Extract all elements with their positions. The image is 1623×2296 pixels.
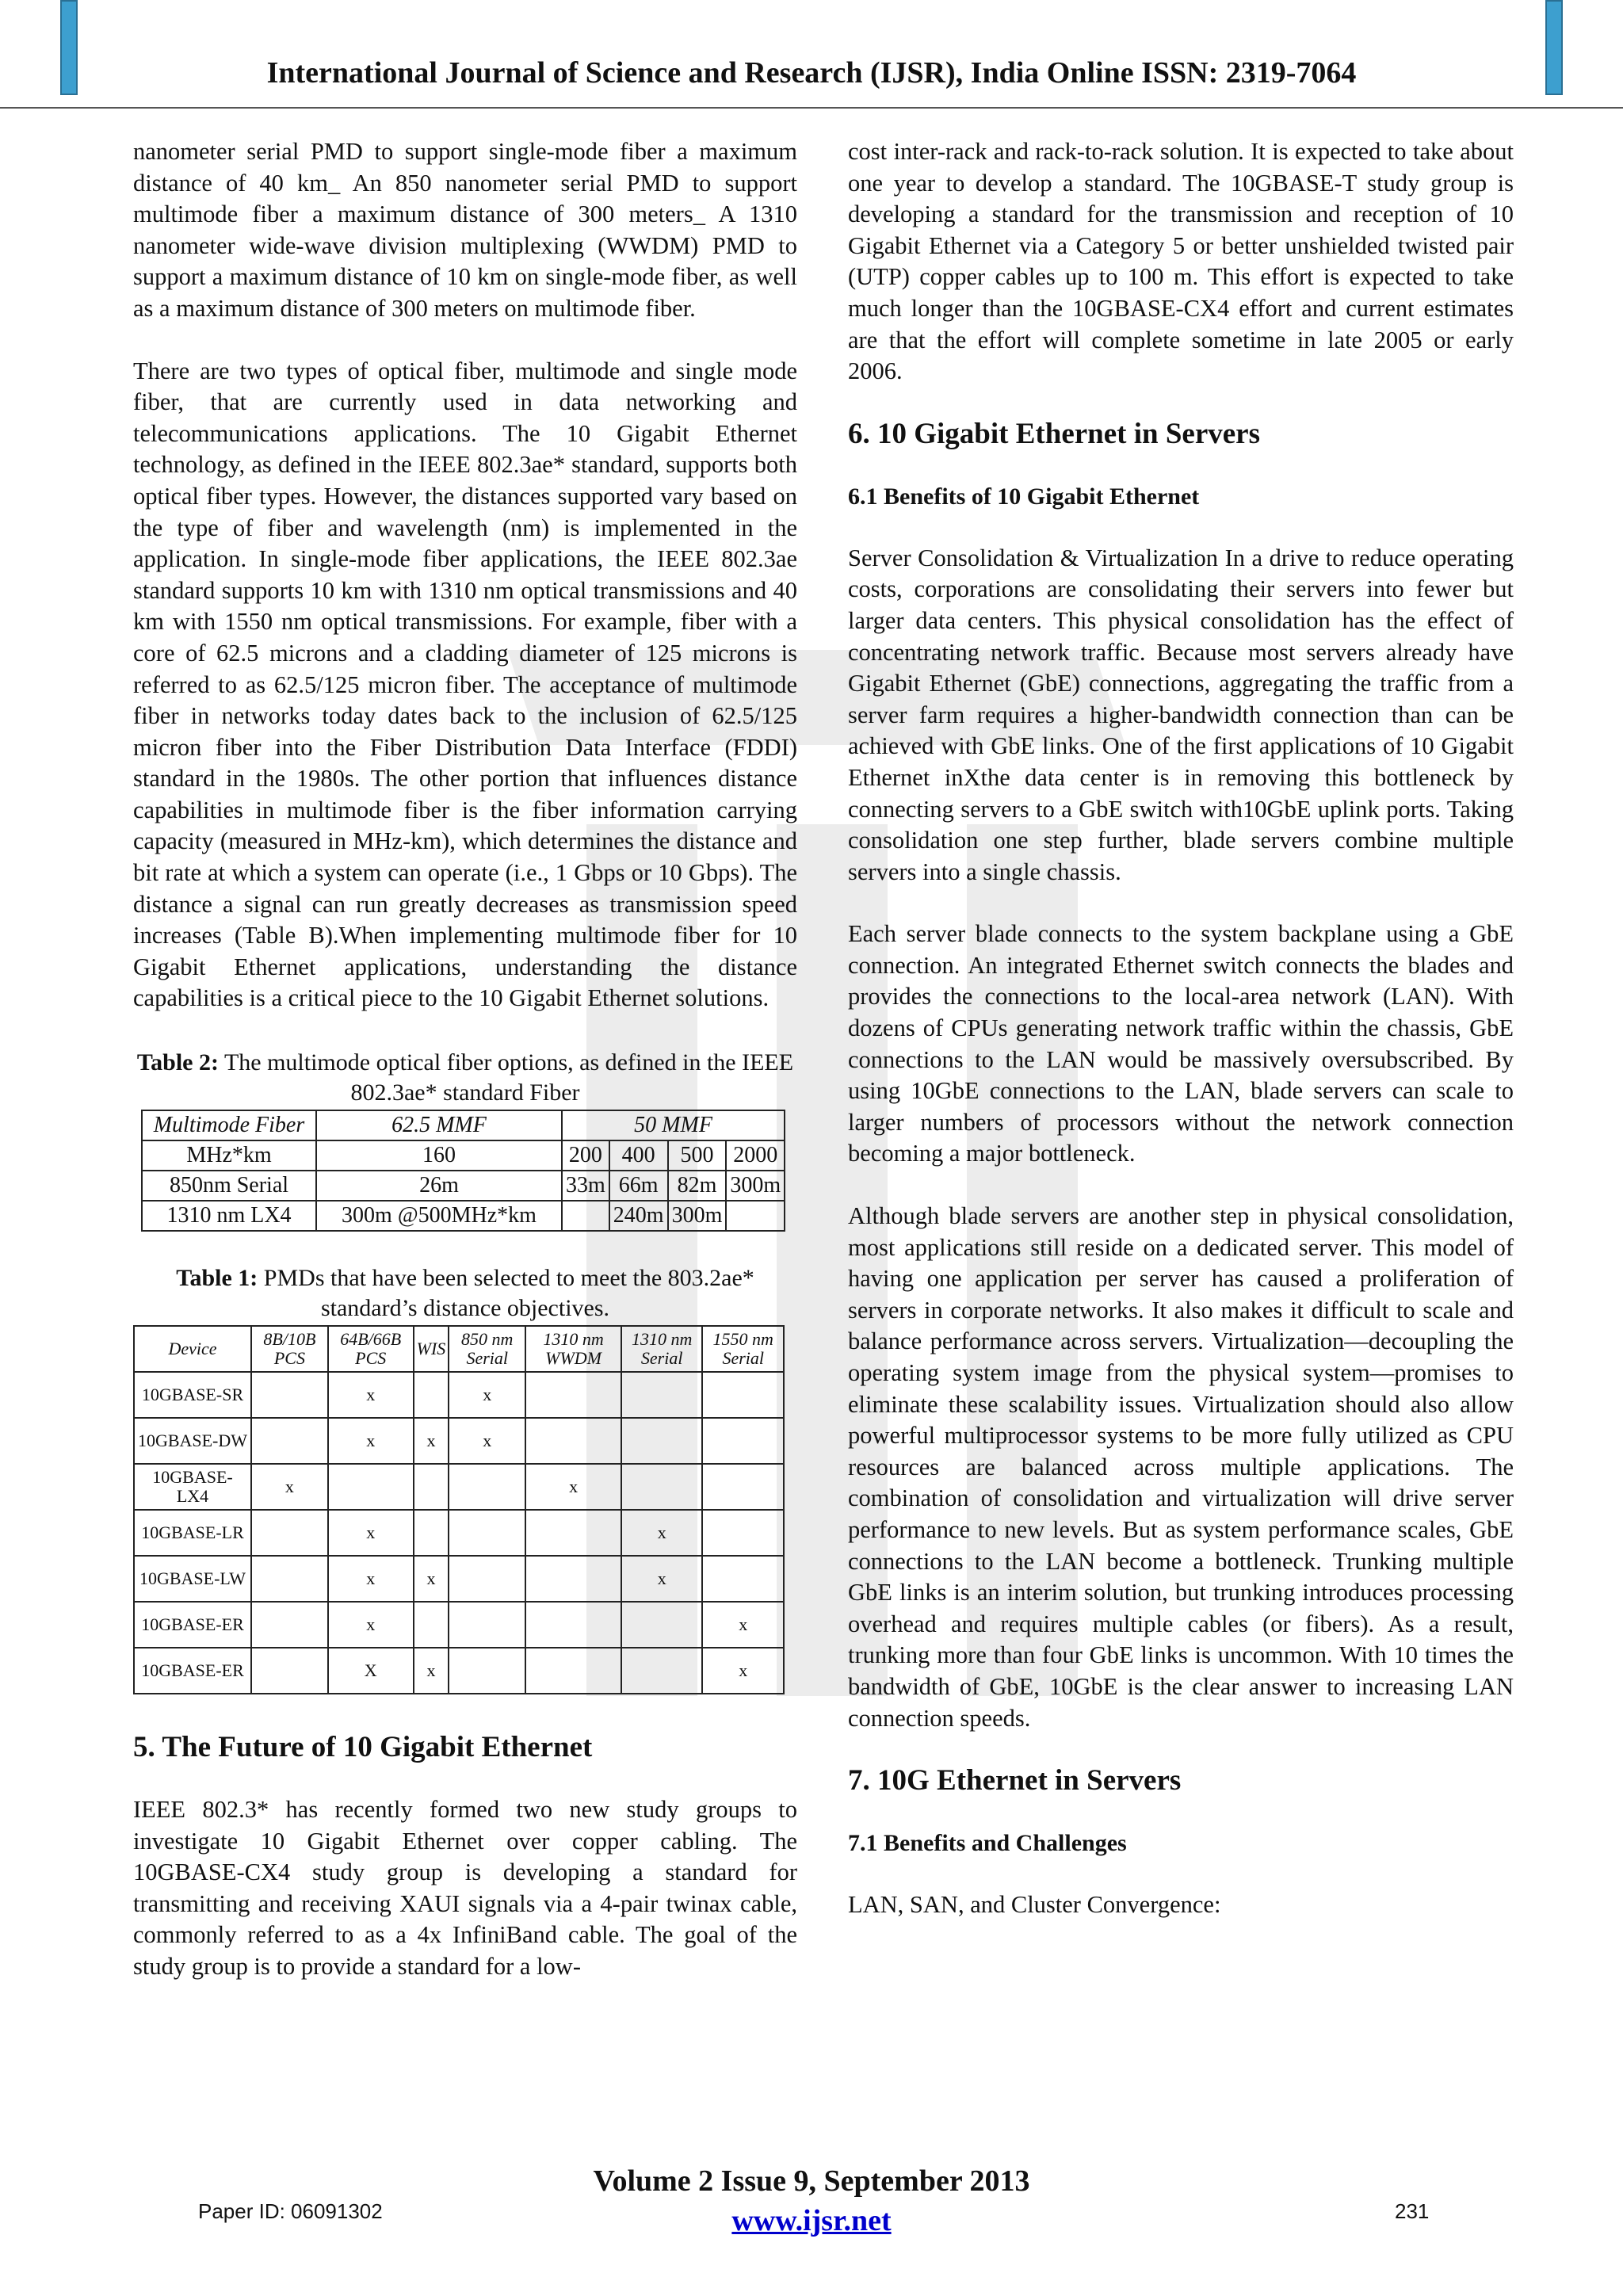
paper-id: Paper ID: 06091302 — [198, 2199, 383, 2223]
table1-header-cell: 1310 nm Serial — [621, 1326, 702, 1372]
section-7-heading: 7. 10G Ethernet in Servers — [848, 1764, 1182, 1797]
table1-cell — [621, 1372, 702, 1418]
table1-header-cell: 1310 nm WWDM — [525, 1326, 621, 1372]
table2-header-cell: 62.5 MMF — [316, 1110, 562, 1140]
table1-cell: 10GBASE-LX4 — [134, 1464, 251, 1510]
table1-cell: x — [328, 1510, 414, 1556]
table1-caption-text: PMDs that have been selected to meet the 803.2ae* standard’s distance objectives. — [258, 1265, 754, 1322]
left-paragraph-1: nanometer serial PMD to support single-mode fiber a maximum distance of 40 km_ An 850 nanometer serial PMD to support multimode fiber a maximum distance of 300 meters_ A 1310 nanometer wide-wave division multiplexing (WWDM) PMD to support a maximum distance of 10 km on single-mode fiber, as well as a maximum distance of 300 meters on multimode fiber. — [133, 138, 797, 322]
table2-cell: 66m — [609, 1171, 668, 1201]
table2-caption-text: The multimode optical fiber options, as defined in the IEEE 802.3ae* standard Fiber — [218, 1049, 794, 1106]
table1-cell — [525, 1372, 621, 1418]
table2-cell: 400 — [609, 1140, 668, 1171]
table1-row — [134, 1602, 784, 1648]
table1-cell — [621, 1418, 702, 1464]
table1-cell — [525, 1648, 621, 1694]
table1-cell — [702, 1464, 784, 1510]
table2-multimode-fiber — [141, 1110, 785, 1232]
footer-volume: Volume 2 Issue 9, September 2013 — [593, 2164, 1030, 2198]
table1-cell — [251, 1602, 328, 1648]
table2-caption-label: Table 2: — [136, 1049, 219, 1076]
section-7-1-heading: 7.1 Benefits and Challenges — [848, 1830, 1127, 1857]
table1-cell: 10GBASE-ER — [134, 1648, 251, 1694]
table1-cell — [449, 1648, 525, 1694]
table2-caption — [133, 1048, 797, 1108]
table2-cell: 500 — [668, 1140, 727, 1171]
table1-cell: 10GBASE-SR — [134, 1372, 251, 1418]
table1-cell — [525, 1418, 621, 1464]
table1-cell — [621, 1464, 702, 1510]
journal-website-link[interactable]: www.ijsr.net — [731, 2204, 892, 2237]
table1-cell: 10GBASE-ER — [134, 1602, 251, 1648]
table1-cell: x — [414, 1648, 449, 1694]
table1-cell — [251, 1556, 328, 1602]
table1-cell: 10GBASE-DW — [134, 1418, 251, 1464]
table1-cell: x — [702, 1648, 784, 1694]
table2-header-row — [142, 1110, 785, 1140]
table1-cell: x — [414, 1418, 449, 1464]
table1-cell — [251, 1418, 328, 1464]
left-paragraph-3: IEEE 802.3* has recently formed two new study groups to investigate 10 Gigabit Ethernet over copper cabling. The 10GBASE-CX4 study group is developing a standard for transmitting and receiving XAUI signals via a 4-pair twinax cable, commonly referred to as a 4x InfiniBand cable. The goal of the study group is to provide a standard for a low- — [133, 1796, 797, 1980]
section-6-heading: 6. 10 Gigabit Ethernet in Servers — [848, 417, 1261, 450]
table2-cell — [726, 1201, 785, 1231]
table1-header-cell: WIS — [414, 1326, 449, 1372]
right-paragraph-5: LAN, SAN, and Cluster Convergence: — [848, 1891, 1221, 1919]
right-paragraph-3: Each server blade connects to the system backplane using a GbE connection. An integrated Ethernet switch connects the blades and provides the connections to the local-area network (LAN). With dozens of CPUs generating network traffic within the chassis, GbE connections to the LAN would be massively oversubscribed. By using 10GbE connections to the LAN, blade servers can scale to larger numbers of processors without the network connection becoming a major bottleneck. — [848, 920, 1514, 1167]
table2-header-cell: 50 MMF — [562, 1110, 785, 1140]
table1-cell — [449, 1510, 525, 1556]
table1-cell — [414, 1372, 449, 1418]
table1-cell — [702, 1372, 784, 1418]
left-column — [133, 136, 797, 2014]
table1-caption-label: Table 1: — [176, 1265, 258, 1292]
table1-cell: x — [621, 1556, 702, 1602]
table1-cell — [525, 1556, 621, 1602]
table1-cell — [449, 1556, 525, 1602]
right-column — [848, 136, 1514, 1952]
right-paragraph-4: Although blade servers are another step in physical consolidation, most applications still reside on a dedicated server. This model of having one application per server has caused a proliferation of servers in corporate networks. It also makes it difficult to scale and balance performance across servers. Virtualization—decoupling the operating system image from the physical system—promises to eliminate these scalability issues. Virtualization should also allow powerful multiprocessor systems to be more fully utilized as CPU resources are balanced across multiple applications. The combination of consolidation and virtualization will drive server performance to new levels. But as system performance scales, GbE connections to the LAN become a bottleneck. Trunking multiple GbE links is an interim solution, but trunking introduces processing overhead and requires multiple cables (or fibers). As a result, trunking more than four GbE links is uncommon. With 10 times the bandwidth of GbE, 10GbE is the clear answer to increasing LAN connection speeds. — [848, 1202, 1514, 1732]
table2-cell: 300m — [726, 1171, 785, 1201]
journal-header-title: International Journal of Science and Research (IJSR), India Online ISSN: 2319-7064 — [266, 56, 1357, 90]
table2-row — [142, 1201, 785, 1231]
table1-cell: x — [621, 1510, 702, 1556]
table2-cell: 300m — [668, 1201, 727, 1231]
table2-row — [142, 1140, 785, 1171]
table1-cell — [525, 1602, 621, 1648]
table1-header-cell: Device — [134, 1326, 251, 1372]
table1-cell — [251, 1648, 328, 1694]
table1-cell — [251, 1372, 328, 1418]
right-paragraph-2: Server Consolidation & Virtualization In a drive to reduce operating costs, corporations are consolidating their servers into fewer but larger data centers. This physical consolidation has the effect of concentrating network traffic. Because most servers already have Gigabit Ethernet (GbE) connections, aggregating the traffic from a server farm requires a higher-bandwidth connection than can be achieved with GbE links. One of the first applications of 10 Gigabit Ethernet inXthe data center is in removing this bottleneck by connecting servers to a GbE switch with10GbE uplink ports. Taking consolidation one step further, blade servers combine multiple servers into a single chassis. — [848, 544, 1514, 885]
table1-cell — [414, 1464, 449, 1510]
table2-cell: 850nm Serial — [142, 1171, 316, 1201]
table1-cell — [702, 1556, 784, 1602]
right-paragraph-1: cost inter-rack and rack-to-rack solution. It is expected to take about one year to develop a standard. The 10GBASE-T study group is developing a standard for the transmission and reception of 10 Gigabit Ethernet via a Category 5 or better unshielded twisted pair (UTP) copper cables up to 100 m. This effort is expected to take much longer than the 10GBASE-CX4 effort and current estimates are that the effort will complete sometime in late 2005 or early 2006. — [848, 138, 1514, 385]
table2-cell: 300m @500MHz*km — [316, 1201, 562, 1231]
table1-cell — [525, 1510, 621, 1556]
table1-cell: x — [328, 1602, 414, 1648]
left-paragraph-2: There are two types of optical fiber, multimode and single mode fiber, that are currently used in data networking and telecommunications applications. The 10 Gigabit Ethernet technology, as defined in the IEEE 802.3ae* standard, supports both optical fiber types. However, the distances supported vary based on the type of fiber and wavelength (nm) is implemented in the application. In single-mode fiber applications, the IEEE 802.3ae standard supports 10 km with 1310 nm optical transmissions and 40 km with 1550 nm optical transmissions. For example, fiber with a core of 62.5 microns and a cladding diameter of 125 microns is referred to as 62.5/125 micron fiber. The acceptance of multimode fiber in networks today dates back to the inclusion of 62.5/125 micron fiber into the Fiber Distribution Data Interface (FDDI) standard in the 1980s. The other portion that influences distance capabilities in multimode fiber is the fiber information carrying capacity (measured in MHz-km), which determines the distance and bit rate at which a system can operate (i.e., 1 Gbps or 10 Gbps). The distance a signal can run greatly decreases as transmission speed increases (Table B).When implementing multimode fiber for 10 Gigabit Ethernet applications, understanding the distance capabilities is a critical piece to the 10 Gigabit Ethernet solutions. — [133, 357, 797, 1012]
table1-row — [134, 1372, 784, 1418]
table1-cell: x — [251, 1464, 328, 1510]
table1-cell — [702, 1418, 784, 1464]
table2-cell — [562, 1201, 609, 1231]
table1-caption — [133, 1263, 797, 1324]
table1-cell — [251, 1510, 328, 1556]
table1-cell: x — [328, 1418, 414, 1464]
table1-row — [134, 1648, 784, 1694]
table1-cell — [702, 1510, 784, 1556]
table1-row — [134, 1464, 784, 1510]
table2-header-cell: Multimode Fiber — [142, 1110, 316, 1140]
table1-cell — [328, 1464, 414, 1510]
table1-row — [134, 1556, 784, 1602]
table2-row — [142, 1171, 785, 1201]
table1-cell: x — [702, 1602, 784, 1648]
table1-header-cell: 1550 nm Serial — [702, 1326, 784, 1372]
table1-cell — [621, 1648, 702, 1694]
page-number: 231 — [1395, 2199, 1430, 2223]
section-6-1-heading: 6.1 Benefits of 10 Gigabit Ethernet — [848, 483, 1200, 510]
table1-cell: x — [328, 1556, 414, 1602]
table2-cell: 240m — [609, 1201, 668, 1231]
table1-row — [134, 1510, 784, 1556]
table2-cell: 82m — [668, 1171, 727, 1201]
table1-cell: x — [525, 1464, 621, 1510]
table1-cell: 10GBASE-LW — [134, 1556, 251, 1602]
table2-cell: 160 — [316, 1140, 562, 1171]
table1-cell: 10GBASE-LR — [134, 1510, 251, 1556]
table1-cell — [449, 1602, 525, 1648]
table1-cell: X — [328, 1648, 414, 1694]
header-divider — [0, 107, 1623, 109]
table1-cell: x — [328, 1372, 414, 1418]
table1-header-cell: 850 nm Serial — [449, 1326, 525, 1372]
table1-cell — [449, 1464, 525, 1510]
table1-header-cell: 8B/10B PCS — [251, 1326, 328, 1372]
table1-cell: x — [449, 1418, 525, 1464]
table2-cell: 200 — [562, 1140, 609, 1171]
table2-cell: MHz*km — [142, 1140, 316, 1171]
table1-pmd-selection — [133, 1325, 785, 1694]
table2-cell: 26m — [316, 1171, 562, 1201]
table1-cell — [621, 1602, 702, 1648]
table1-cell — [414, 1510, 449, 1556]
table2-cell: 2000 — [726, 1140, 785, 1171]
section-5-heading: 5. The Future of 10 Gigabit Ethernet — [133, 1731, 593, 1764]
table1-cell: x — [414, 1556, 449, 1602]
table1-header-row — [134, 1326, 784, 1372]
table2-cell: 33m — [562, 1171, 609, 1201]
table1-header-cell: 64B/66B PCS — [328, 1326, 414, 1372]
table1-row — [134, 1418, 784, 1464]
table1-cell: x — [449, 1372, 525, 1418]
table1-cell — [414, 1602, 449, 1648]
table2-cell: 1310 nm LX4 — [142, 1201, 316, 1231]
